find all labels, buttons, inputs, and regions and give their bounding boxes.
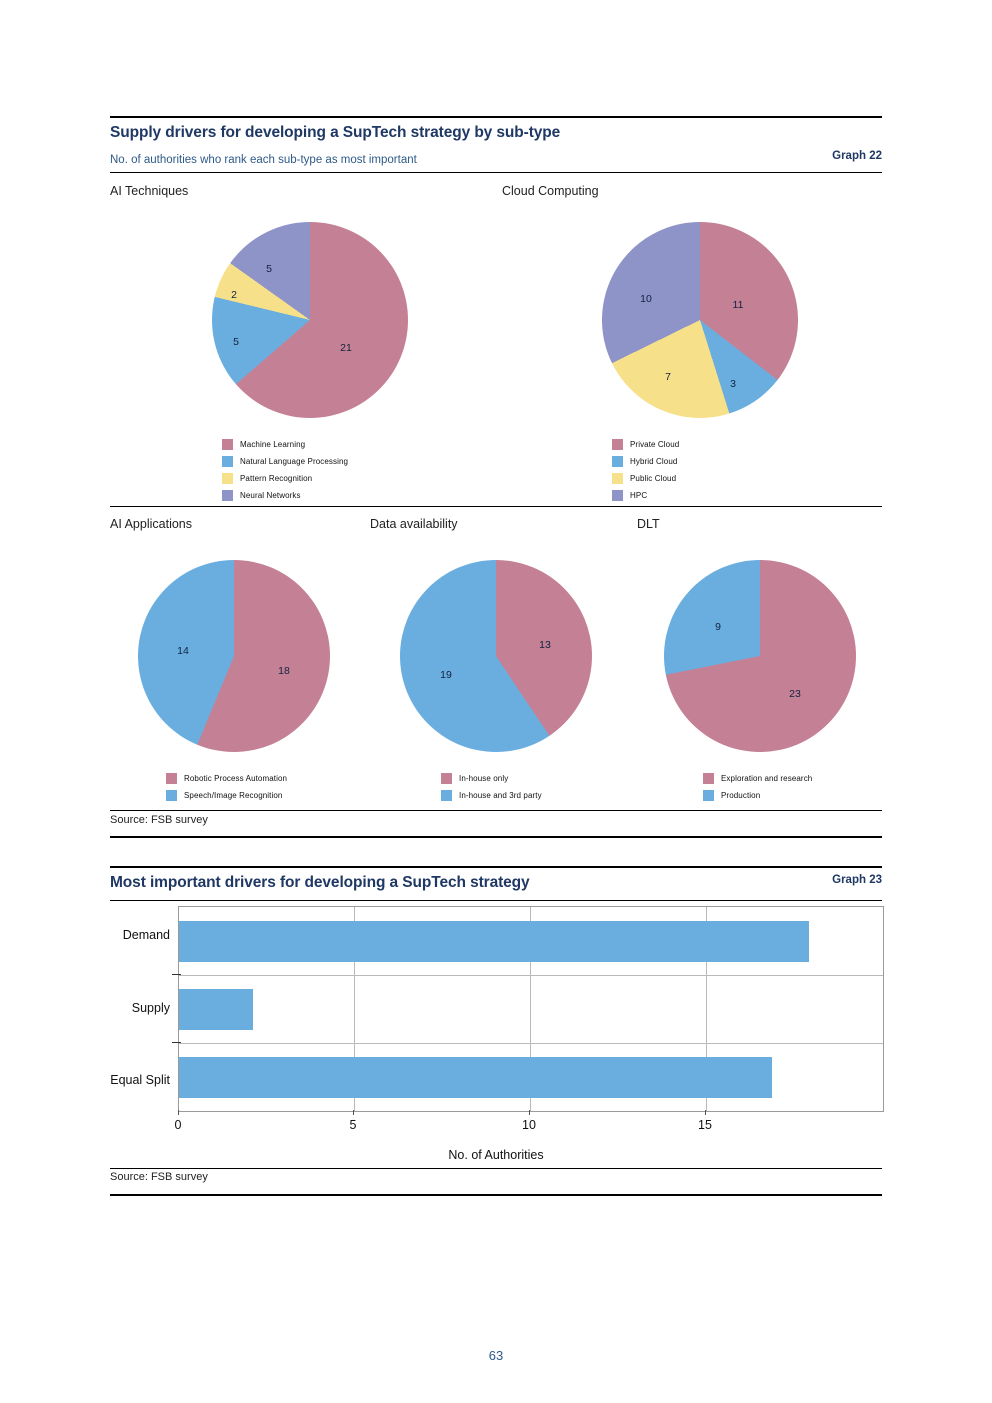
- legend-label: HPC: [630, 491, 648, 500]
- pie-ai-applications-circle: [138, 560, 330, 752]
- legend-item: [612, 453, 862, 470]
- legend-label: Machine Learning: [240, 440, 306, 449]
- legend-item: [703, 770, 933, 787]
- gridline-horizontal: [179, 1043, 883, 1044]
- section-label-ai-applications: AI Applications: [110, 517, 192, 531]
- pie-ai-techniques: [212, 222, 408, 418]
- legend-swatch-icon: [222, 456, 233, 467]
- legend-swatch-icon: [222, 439, 233, 450]
- x-axis-title: No. of Authorities: [448, 1148, 544, 1162]
- pie-slice-value-ml: 21: [340, 342, 352, 354]
- pie-slice-value-rpa: 18: [278, 665, 290, 677]
- legend-item: [612, 436, 862, 453]
- legend-label: Public Cloud: [630, 474, 677, 483]
- legend-swatch-icon: [222, 473, 233, 484]
- pie-slice-value-nn: 5: [266, 263, 272, 275]
- legend-swatch-icon: [703, 790, 714, 801]
- legend-item: [222, 470, 472, 487]
- graph22-source-rule: [110, 810, 882, 811]
- axis-tick: [172, 1042, 181, 1043]
- pie-slice-value-hybrid: 3: [730, 378, 736, 390]
- pie-slice-value-speech: 14: [177, 645, 189, 657]
- pie-slice-value-inhouse: 13: [539, 639, 551, 651]
- legend-swatch-icon: [612, 439, 623, 450]
- bar-supply: [179, 989, 253, 1030]
- pie-ai-applications: [138, 560, 330, 752]
- bar-chart-plot: [178, 906, 884, 1112]
- legend-label: Private Cloud: [630, 440, 680, 449]
- legend-item: [222, 453, 472, 470]
- graph23-source: Source: FSB survey: [110, 1171, 208, 1183]
- legend-label: Production: [721, 791, 761, 800]
- section-label-ai-techniques: AI Techniques: [110, 184, 189, 198]
- pie-slice-value-pattern: 2: [231, 289, 237, 301]
- page-number: 63: [488, 1348, 504, 1363]
- section-label-dlt: DLT: [637, 517, 660, 531]
- x-tick-mark: [705, 1110, 706, 1115]
- section-label-data-availability: Data availability: [370, 517, 458, 531]
- pie-data-availability-circle: [400, 560, 592, 752]
- x-tick-label: 5: [349, 1118, 357, 1132]
- legend-item: [441, 787, 671, 804]
- section-label-cloud-computing: Cloud Computing: [502, 184, 599, 198]
- legend-cloud-computing: [612, 436, 862, 504]
- legend-swatch-icon: [612, 490, 623, 501]
- pie-slice-value-exploration: 23: [789, 688, 801, 700]
- legend-swatch-icon: [222, 490, 233, 501]
- legend-swatch-icon: [441, 773, 452, 784]
- legend-label: Neural Networks: [240, 491, 301, 500]
- graph23-title: Most important drivers for developing a SupTech strategy: [110, 874, 530, 891]
- legend-ai-applications: [166, 770, 396, 804]
- legend-label: Hybrid Cloud: [630, 457, 678, 466]
- legend-item: [612, 470, 862, 487]
- legend-swatch-icon: [166, 773, 177, 784]
- graph22-bottom-rule: [110, 836, 882, 838]
- graph22-header-rule: [110, 172, 882, 173]
- graph22-top-rule: [110, 116, 882, 118]
- bar-equal-split: [179, 1057, 772, 1098]
- x-tick-label: 10: [522, 1118, 536, 1132]
- legend-item: [222, 487, 472, 504]
- pie-cloud-computing-circle: [602, 222, 798, 418]
- graph23-header: [110, 874, 882, 892]
- legend-swatch-icon: [703, 773, 714, 784]
- legend-dlt: [703, 770, 933, 804]
- legend-ai-techniques: [222, 436, 472, 504]
- pie-data-availability: [400, 560, 592, 752]
- legend-data-availability: [441, 770, 671, 804]
- bar-demand: [179, 921, 809, 962]
- graph22-source: Source: FSB survey: [110, 814, 208, 826]
- pie-slice-value-public: 7: [665, 371, 671, 383]
- pie-cloud-computing: [602, 222, 798, 418]
- legend-item: [703, 787, 933, 804]
- bar-category-demand: Demand: [122, 928, 170, 942]
- x-tick-mark: [178, 1110, 179, 1115]
- legend-item: [222, 436, 472, 453]
- graph23-bottom-rule: [110, 1194, 882, 1196]
- legend-item: [612, 487, 862, 504]
- graph22-subtitle: No. of authorities who rank each sub-type as most important: [110, 154, 417, 166]
- graph23-number: Graph 23: [832, 874, 882, 886]
- graph22-mid-rule: [110, 506, 882, 507]
- bar-category-equal-split: Equal Split: [110, 1073, 170, 1087]
- legend-label: Pattern Recognition: [240, 474, 313, 483]
- legend-item: [166, 770, 396, 787]
- graph22-header: [110, 124, 882, 142]
- x-tick-mark: [529, 1110, 530, 1115]
- legend-label: Exploration and research: [721, 774, 813, 783]
- graph23-source-rule: [110, 1168, 882, 1169]
- legend-swatch-icon: [166, 790, 177, 801]
- graph23-top-rule: [110, 866, 882, 868]
- pie-dlt-circle: [664, 560, 856, 752]
- pie-ai-techniques-circle: [212, 222, 408, 418]
- legend-swatch-icon: [612, 473, 623, 484]
- axis-tick: [172, 974, 181, 975]
- pie-slice-value-inhouse-3rd: 19: [440, 669, 452, 681]
- legend-item: [166, 787, 396, 804]
- legend-label: Natural Language Processing: [240, 457, 349, 466]
- legend-label: Robotic Process Automation: [184, 774, 288, 783]
- x-tick-label: 0: [174, 1118, 182, 1132]
- pie-slice-value-production: 9: [715, 621, 721, 633]
- pie-slice-value-hpc: 10: [640, 293, 652, 305]
- pie-dlt: [664, 560, 856, 752]
- graph22-subheader: [110, 150, 882, 168]
- gridline-horizontal: [179, 975, 883, 976]
- legend-label: In-house and 3rd party: [459, 791, 542, 800]
- graph22-title: Supply drivers for developing a SupTech strategy by sub-type: [110, 124, 561, 141]
- pie-slice-value-private: 11: [732, 299, 744, 311]
- x-tick-mark: [353, 1110, 354, 1115]
- x-tick-label: 15: [698, 1118, 712, 1132]
- legend-swatch-icon: [441, 790, 452, 801]
- graph23-header-rule: [110, 900, 882, 901]
- legend-label: In-house only: [459, 774, 509, 783]
- bar-category-supply: Supply: [131, 1001, 170, 1015]
- legend-label: Speech/Image Recognition: [184, 791, 283, 800]
- legend-item: [441, 770, 671, 787]
- legend-swatch-icon: [612, 456, 623, 467]
- pie-slice-value-nlp: 5: [233, 336, 239, 348]
- graph22-number: Graph 22: [832, 150, 882, 162]
